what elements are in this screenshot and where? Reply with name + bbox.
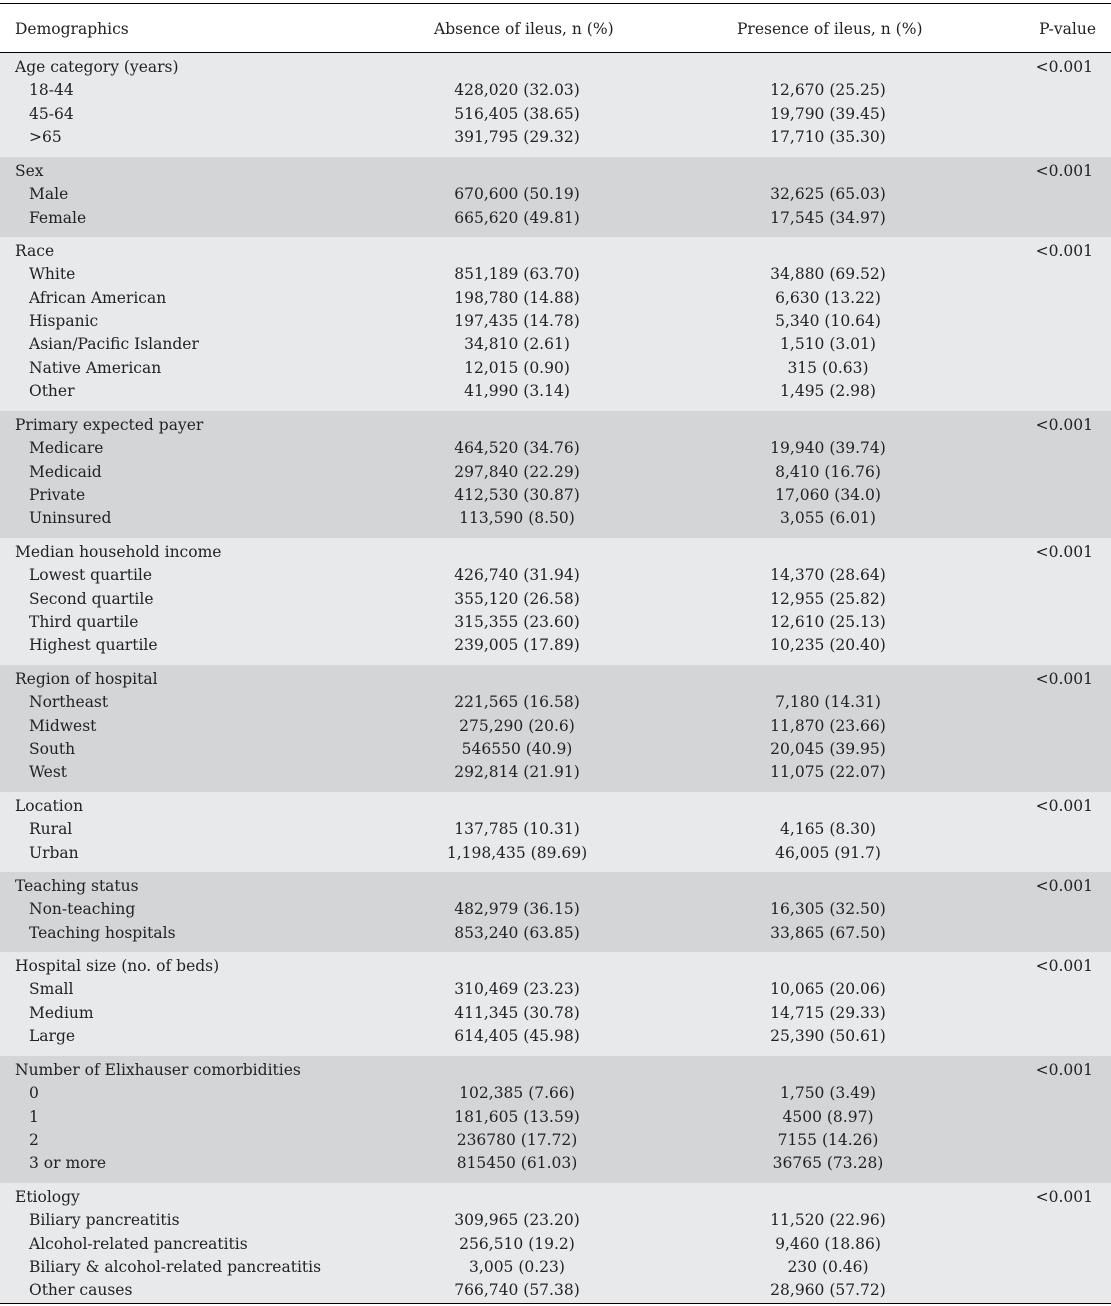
presence-value: 6,630 (13.22) [775,288,881,307]
subcategory-label: South [29,739,76,758]
table-row [0,1152,1111,1175]
p-value: <0.001 [1035,162,1093,180]
subcategory-label: Uninsured [29,509,112,528]
table-group [0,411,1111,538]
absence-value: 482,979 (36.15) [454,900,580,919]
presence-value: 46,005 (91.7) [775,843,881,862]
absence-value: 236780 (17.72) [456,1130,578,1149]
table-header [0,4,1111,53]
presence-value: 34,880 (69.52) [770,265,886,284]
absence-value: 853,240 (63.85) [454,923,580,942]
presence-value: 5,340 (10.64) [775,311,881,330]
subcategory-label: Large [29,1026,76,1045]
presence-value: 36765 (73.28) [772,1154,884,1173]
table-row [0,1106,1111,1129]
absence-value: 197,435 (14.78) [454,311,580,330]
presence-value: 17,060 (34.0) [775,485,881,504]
table-row [0,922,1111,945]
table-group [0,237,1111,411]
absence-value: 41,990 (3.14) [464,381,570,400]
absence-value: 391,795 (29.32) [454,127,580,146]
subcategory-label: Third quartile [29,612,139,631]
subcategory-label: Asian/Pacific Islander [29,335,199,354]
presence-value: 1,495 (2.98) [780,381,876,400]
presence-value: 3,055 (6.01) [780,509,876,528]
presence-value: 28,960 (57.72) [770,1281,886,1300]
absence-value: 12,015 (0.90) [464,358,570,377]
table-row [0,634,1111,657]
absence-value: 292,814 (21.91) [454,763,580,782]
subcategory-label: Hispanic [29,311,99,330]
subcategory-label: Male [29,185,69,204]
subcategory-label: Medicare [29,439,104,458]
subcategory-label: West [29,763,68,782]
absence-value: 297,840 (22.29) [454,462,580,481]
category-label: Age category (years) [15,58,179,76]
group-header-row [0,160,1111,183]
presence-value: 10,235 (20.40) [770,636,886,655]
table-row [0,761,1111,784]
subcategory-label: White [29,265,76,284]
category-label: Sex [15,162,44,180]
absence-value: 426,740 (31.94) [454,566,580,585]
header-pvalue: P-value [1039,20,1096,38]
absence-value: 670,600 (50.19) [454,185,580,204]
table-row [0,842,1111,865]
subcategory-label: Biliary pancreatitis [29,1211,180,1230]
absence-value: 239,005 (17.89) [454,636,580,655]
table-group [0,538,1111,665]
subcategory-label: Private [29,485,86,504]
absence-value: 546550 (40.9) [461,739,573,758]
absence-value: 315,355 (23.60) [454,612,580,631]
subcategory-label: 18-44 [29,81,74,100]
subcategory-label: Alcohol-related pancreatitis [29,1234,248,1253]
table-bottom-rule [0,1303,1111,1304]
presence-value: 230 (0.46) [787,1257,869,1276]
p-value: <0.001 [1035,1061,1093,1079]
category-label: Region of hospital [15,670,158,688]
table-row [0,310,1111,333]
table-row [0,1209,1111,1232]
presence-value: 4500 (8.97) [782,1107,874,1126]
table-row [0,507,1111,530]
header-demographics: Demographics [15,20,129,38]
p-value: <0.001 [1035,877,1093,895]
absence-value: 614,405 (45.98) [454,1026,580,1045]
presence-value: 11,075 (22.07) [770,763,886,782]
table-row [0,978,1111,1001]
subcategory-label: Midwest [29,716,97,735]
absence-value: 665,620 (49.81) [454,208,580,227]
subcategory-label: Second quartile [29,589,154,608]
p-value: <0.001 [1035,670,1093,688]
table-group [0,872,1111,952]
absence-value: 198,780 (14.88) [454,288,580,307]
subcategory-label: >65 [29,127,62,146]
table-row [0,207,1111,230]
table-group [0,665,1111,792]
table-row [0,1129,1111,1152]
table-row [0,287,1111,310]
table-row [0,1082,1111,1105]
p-value: <0.001 [1035,543,1093,561]
category-label: Race [15,242,55,260]
table-group [0,157,1111,237]
table-row [0,738,1111,761]
p-value: <0.001 [1035,416,1093,434]
absence-value: 516,405 (38.65) [454,104,580,123]
table-row [0,611,1111,634]
presence-value: 1,510 (3.01) [780,335,876,354]
presence-value: 19,790 (39.45) [770,104,886,123]
table-row [0,357,1111,380]
absence-value: 309,965 (23.20) [454,1211,580,1230]
absence-value: 221,565 (16.58) [454,693,580,712]
group-header-row [0,414,1111,437]
group-header-row [0,541,1111,564]
subcategory-label: Female [29,208,87,227]
presence-value: 315 (0.63) [787,358,869,377]
subcategory-label: African American [29,288,167,307]
table-group [0,792,1111,872]
group-header-row [0,668,1111,691]
absence-value: 137,785 (10.31) [454,820,580,839]
presence-value: 19,940 (39.74) [770,439,886,458]
presence-value: 11,520 (22.96) [770,1211,886,1230]
presence-value: 7,180 (14.31) [775,693,881,712]
subcategory-label: Other causes [29,1281,133,1300]
table-row [0,588,1111,611]
absence-value: 428,020 (32.03) [454,81,580,100]
presence-value: 33,865 (67.50) [770,923,886,942]
absence-value: 411,345 (30.78) [454,1003,580,1022]
p-value: <0.001 [1035,242,1093,260]
subcategory-label: Medium [29,1003,94,1022]
table-row [0,333,1111,356]
presence-value: 25,390 (50.61) [770,1026,886,1045]
subcategory-label: Northeast [29,693,109,712]
presence-value: 1,750 (3.49) [780,1084,876,1103]
absence-value: 412,530 (30.87) [454,485,580,504]
subcategory-label: Biliary & alcohol-related pancreatitis [29,1257,322,1276]
group-header-row [0,56,1111,79]
subcategory-label: Other [29,381,75,400]
table-row [0,1256,1111,1279]
absence-value: 464,520 (34.76) [454,439,580,458]
absence-value: 113,590 (8.50) [459,509,575,528]
table-row [0,126,1111,149]
table-row [0,263,1111,286]
table-row [0,183,1111,206]
table-group [0,53,1111,157]
table-row [0,691,1111,714]
table-group [0,1056,1111,1183]
presence-value: 10,065 (20.06) [770,980,886,999]
category-label: Primary expected payer [15,416,204,434]
absence-value: 256,510 (19.2) [459,1234,575,1253]
subcategory-label: 2 [29,1130,39,1149]
header-absence: Absence of ileus, n (%) [434,20,614,38]
presence-value: 11,870 (23.66) [770,716,886,735]
category-label: Etiology [15,1188,80,1206]
p-value: <0.001 [1035,797,1093,815]
group-header-row [0,1186,1111,1209]
table-row [0,461,1111,484]
subcategory-label: 0 [29,1084,39,1103]
absence-value: 34,810 (2.61) [464,335,570,354]
table-row [0,103,1111,126]
presence-value: 14,715 (29.33) [770,1003,886,1022]
group-header-row [0,240,1111,263]
table-row [0,484,1111,507]
category-label: Number of Elixhauser comorbidities [15,1061,301,1079]
presence-value: 9,460 (18.86) [775,1234,881,1253]
absence-value: 766,740 (57.38) [454,1281,580,1300]
subcategory-label: Rural [29,820,73,839]
p-value: <0.001 [1035,957,1093,975]
absence-value: 851,189 (63.70) [454,265,580,284]
group-header-row [0,955,1111,978]
absence-value: 181,605 (13.59) [454,1107,580,1126]
subcategory-label: Small [29,980,74,999]
group-header-row [0,795,1111,818]
table-group [0,952,1111,1056]
absence-value: 102,385 (7.66) [459,1084,575,1103]
header-presence: Presence of ileus, n (%) [737,20,923,38]
table-group [0,1183,1111,1303]
presence-value: 7155 (14.26) [777,1130,879,1149]
presence-value: 32,625 (65.03) [770,185,886,204]
table-row [0,898,1111,921]
absence-value: 3,005 (0.23) [469,1257,565,1276]
p-value: <0.001 [1035,58,1093,76]
subcategory-label: Urban [29,843,79,862]
group-header-row [0,875,1111,898]
absence-value: 1,198,435 (89.69) [446,843,588,862]
presence-value: 16,305 (32.50) [770,900,886,919]
absence-value: 355,120 (26.58) [454,589,580,608]
presence-value: 17,710 (35.30) [770,127,886,146]
subcategory-label: Native American [29,358,162,377]
presence-value: 17,545 (34.97) [770,208,886,227]
table-row [0,1233,1111,1256]
presence-value: 12,955 (25.82) [770,589,886,608]
subcategory-label: Teaching hospitals [29,923,176,942]
subcategory-label: Highest quartile [29,636,158,655]
category-label: Median household income [15,543,222,561]
category-label: Location [15,797,84,815]
subcategory-label: 3 or more [29,1154,107,1173]
group-header-row [0,1059,1111,1082]
presence-value: 8,410 (16.76) [775,462,881,481]
table-row [0,380,1111,403]
subcategory-label: Lowest quartile [29,566,153,585]
presence-value: 12,670 (25.25) [770,81,886,100]
absence-value: 310,469 (23.23) [454,980,580,999]
subcategory-label: 1 [29,1107,39,1126]
p-value: <0.001 [1035,1188,1093,1206]
table-row [0,715,1111,738]
table-row [0,564,1111,587]
table-row [0,437,1111,460]
category-label: Hospital size (no. of beds) [15,957,220,975]
category-label: Teaching status [15,877,139,895]
table-row [0,818,1111,841]
table-row [0,1025,1111,1048]
presence-value: 4,165 (8.30) [780,820,876,839]
subcategory-label: Non-teaching [29,900,136,919]
presence-value: 14,370 (28.64) [770,566,886,585]
subcategory-label: Medicaid [29,462,102,481]
table-row [0,79,1111,102]
presence-value: 12,610 (25.13) [770,612,886,631]
table-row [0,1002,1111,1025]
table-row [0,1279,1111,1302]
absence-value: 275,290 (20.6) [459,716,575,735]
absence-value: 815450 (61.03) [456,1154,578,1173]
presence-value: 20,045 (39.95) [770,739,886,758]
subcategory-label: 45-64 [29,104,74,123]
